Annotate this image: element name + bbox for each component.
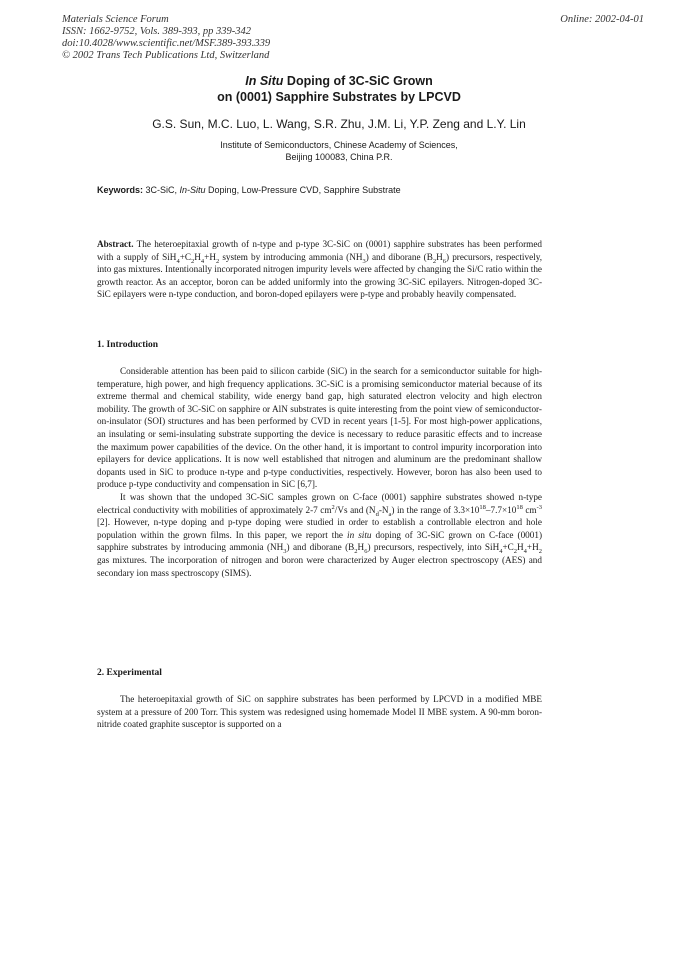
doi-line[interactable]: doi:10.4028/www.scientific.net/MSF.389-393.339 (62, 38, 271, 49)
copyright-line: © 2002 Trans Tech Publications Ltd, Switzerland (62, 50, 270, 61)
abstract-text: +C (179, 251, 191, 262)
text-run: gas mixtures. The incorporation of nitrogen and boron were characterized by Auger electron spectroscopy (AES) and secondary ion mass spectroscopy (SIMS). (97, 554, 542, 578)
abstract-label: Abstract. (97, 239, 134, 249)
introduction-body (97, 365, 542, 579)
abstract-text: ) precursors, respectively, into gas mixtures. Intentionally incorporated nitrogen impurity levels were affected by changing the Si/C ratio within the growth reactor. As an acceptor, boron can be added uniformly into the growing 3C-SiC epilayers. Nitrogen-doped 3C-SiC epilayers were n-type conduction, and boron-doped epilayers were p-type and probably heavily compensated. (97, 251, 542, 300)
superscript: -3 (536, 503, 542, 511)
text-run: ) in the range of 3.3×10 (391, 504, 480, 515)
text-run: +H (526, 542, 539, 553)
subscript: d (375, 510, 379, 518)
text-run: ) precursors, respectively, into SiH (367, 542, 500, 553)
subscript: 4 (523, 548, 527, 556)
title-line1: Doping of 3C-SiC Grown (283, 74, 433, 88)
subscript: 4 (200, 257, 205, 265)
superscript: 18 (479, 503, 486, 511)
subscript: 3 (362, 257, 366, 265)
abstract-text: ) and diborane (B (365, 251, 433, 262)
title-line2: on (0001) Sapphire Substrates by LPCVD (217, 90, 461, 104)
keywords-text: 3C-SiC, (143, 185, 180, 195)
paragraph: Considerable attention has been paid to silicon carbide (SiC) in the search for a semiconductor suitable for high-temperature, high power, and high frequency applications. 3C-SiC is a promising semiconductor material because of its extreme thermal and chemical stability, wide energy band gap, high saturated electron velocity and high electron mobility. The growth of 3C-SiC on sapphire or AlN substrates is quite interesting from the point view of semiconductor-on-insulator (SOI) structures and has been performed by CVD in recent years [1-5]. For most high-power applications, an insulating or semi-insulating substrate supporting the device is necessary to reduce parasitic effects and to increase the maximum power capabilities of the device. On the other hand, it is important to control impurity incorporation into epilayers for device applications. It is now well established that nitrogen and aluminum are the predominant shallow dopants used in SiC to produce n-type and p-type conductivities, respectively. However, boron has also been used to produce p-type conductivity and compensation in SiC [6,7]. (97, 366, 542, 490)
journal-name: Materials Science Forum (62, 14, 169, 25)
subscript: 6 (442, 257, 446, 265)
paper-title (0, 73, 678, 105)
issn-line: ISSN: 1662-9752, Vols. 389-393, pp 339-342 (62, 26, 251, 37)
experimental-body (97, 693, 542, 731)
section-heading-introduction: 1. Introduction (97, 340, 159, 350)
text-run: doping of 3C-SiC grown on C-face (0001) sapphire substrates by introducing ammonia (NH (97, 529, 543, 553)
subscript: 4 (176, 257, 180, 265)
affiliation-line2: Beijing 100083, China P.R. (285, 152, 393, 162)
author-list: G.S. Sun, M.C. Luo, L. Wang, S.R. Zhu, J.M. Li, Y.P. Zeng and L.Y. Lin (152, 117, 526, 131)
text-run: –7.7×10 (485, 504, 517, 515)
text-run: -N (378, 504, 389, 515)
abstract (97, 238, 542, 301)
superscript: 18 (516, 503, 523, 511)
text-run: cm (522, 504, 537, 515)
text-run: It was shown that the undoped 3C-SiC samples grown on C-face (0001) sapphire substrates showed n-type electrical conductivity with mobilities of approximately 2-7 cm (97, 491, 542, 515)
abstract-text: The heteroepitaxial growth of n-type and p-type 3C-SiC on (0001) sapphire substrates has been performed with a supply of SiH (97, 239, 542, 262)
text-run-italic: in situ (347, 529, 372, 540)
abstract-text: H (194, 251, 201, 262)
subscript: 2 (538, 548, 542, 556)
abstract-text: H (436, 251, 443, 262)
subscript: a (388, 510, 392, 518)
paragraph: The heteroepitaxial growth of SiC on sapphire substrates has been performed by LPCVD in a modified MBE system at a pressure of 200 Torr. This system was redesigned using homemade Model II MBE system. A 90-mm boron-nitride coated graphite susceptor is supported on a (97, 694, 542, 730)
paragraph (97, 491, 542, 579)
subscript: 2 (354, 548, 358, 556)
abstract-text: system by introducing ammonia (NH (219, 251, 363, 262)
subscript: 4 (499, 548, 503, 556)
superscript: 2 (331, 503, 335, 511)
subscript: 2 (191, 257, 195, 265)
subscript: 2 (432, 257, 437, 265)
keywords-italic: In-Situ (179, 185, 206, 195)
subscript: 3 (283, 548, 287, 556)
text-run: ) and diborane (B (286, 542, 355, 553)
section-heading-experimental: 2. Experimental (97, 668, 162, 678)
text-run: [2]. However, n-type doping and p-type doping were studied in order to establish a controllable electron and hole population within the grown films. In this paper, we report the (97, 517, 542, 540)
keywords-label: Keywords: (97, 185, 144, 195)
keywords (97, 185, 401, 195)
text-run: H (357, 542, 365, 553)
keywords-text-rest: Doping, Low-Pressure CVD, Sapphire Substrate (205, 185, 401, 195)
subscript: 2 (215, 257, 220, 265)
subscript: 6 (364, 548, 368, 556)
publication-header (62, 14, 270, 62)
text-run: /Vs and (N (334, 504, 376, 515)
subscript: 2 (513, 548, 518, 556)
affiliation (0, 139, 678, 163)
abstract-text: +H (204, 251, 216, 262)
online-date: Online: 2002-04-01 (560, 14, 644, 25)
text-run: H (517, 542, 524, 553)
text-run: +C (502, 542, 514, 553)
affiliation-line1: Institute of Semiconductors, Chinese Academy of Sciences, (220, 140, 458, 150)
title-italic: In Situ (245, 74, 284, 88)
